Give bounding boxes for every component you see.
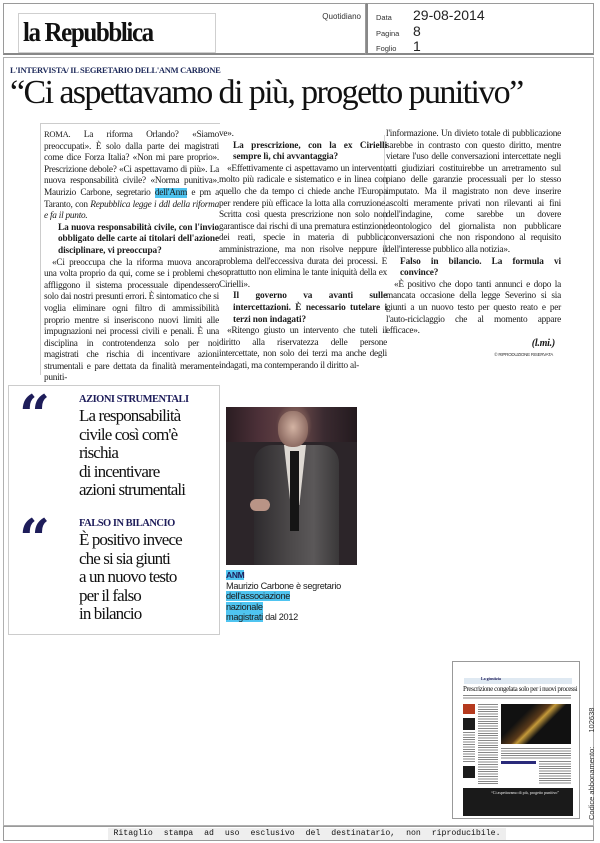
- interview-answer: l'informazione. Un divieto totale di pubblicazione sarebbe in contrasto con questo diritto, mentre vietare l'uso delle conversazioni intercettate negli atti giudiziari costituirebbe un arretramento sul piano delle garanzie processuali per lo stesso imputato. Ma il magistrato non deve inserire ascolti meramente privati non rilevanti ai fini dell'indagine, come sarebbe un dovere deontologico del giornalista non pubblicare conversazioni che non rispondono al requisito dell'interesse pubblico alla notizia».: [386, 129, 561, 255]
- photo-head: [278, 411, 308, 447]
- caption-tag: ANM: [226, 570, 245, 580]
- thumbnail-text: [478, 704, 498, 784]
- intro-text: e pm a Taranto, con: [44, 187, 219, 210]
- dateline: ROMA.: [44, 129, 71, 139]
- meta-label: Data: [376, 13, 392, 22]
- copyright-notice: © RIPRODUZIONE RISERVATA: [494, 352, 553, 358]
- quote-line: di incentivare: [79, 461, 160, 481]
- thumbnail-image: [501, 704, 571, 744]
- code-value: 102638: [587, 707, 596, 733]
- caption-text: dal 2012: [262, 612, 298, 622]
- thumbnail-page: [459, 668, 578, 816]
- thumbnail-image: [463, 718, 475, 730]
- interview-question: La prescrizione, con la ex Cirielli sempre lì, chi avvantaggia?: [233, 140, 387, 163]
- meta-sheet: [376, 38, 421, 56]
- article-headline: “Ci aspettavamo di più, progetto punitivo”: [10, 74, 523, 111]
- quote-mark-icon: “: [19, 507, 47, 571]
- quote-line: rischia: [79, 443, 119, 462]
- pull-quote-text: [79, 407, 239, 500]
- photo-tie: [290, 451, 299, 531]
- pull-quote-title: FALSO IN BILANCIO: [79, 518, 175, 529]
- thumbnail-text: [501, 748, 571, 760]
- article-column-2: [219, 129, 387, 372]
- photo-hand: [250, 499, 270, 511]
- footer-disclaimer: Ritaglio stampa ad uso esclusivo del destinatario, non riproducibile.: [108, 828, 506, 840]
- thumbnail-band: [501, 761, 536, 764]
- newspaper-logo: la Repubblica: [23, 18, 153, 48]
- interview-answer: ve».: [219, 129, 234, 139]
- quote-line: che si sia giunti: [79, 548, 170, 568]
- quote-line: civile così com'è: [79, 424, 178, 444]
- code-label: Codice abbonamento:: [587, 746, 596, 820]
- interview-question: Il governo va avanti sulle intercettazioni. È necessario tutelare i terzi non indagati?: [233, 291, 387, 325]
- thumbnail-text: [539, 761, 571, 785]
- highlight: dell'associazione: [226, 591, 291, 601]
- thumbnail-image: [463, 766, 475, 778]
- logo-frame: [18, 13, 216, 53]
- thumbnail-text: [463, 732, 475, 762]
- pull-quote-title: AZIONI STRUMENTALI: [79, 394, 189, 405]
- thumbnail-section: La giustizia: [481, 676, 501, 681]
- footer-bar: [3, 826, 594, 841]
- meta-value: 1: [413, 38, 421, 54]
- author-signature: (l.mi.): [531, 337, 555, 349]
- thumbnail-article-title: “Ci aspettavamo di più, progetto punitivo”: [491, 790, 560, 795]
- quote-line: È positivo invece: [79, 530, 182, 549]
- pull-quotes-box: [8, 385, 220, 635]
- publication-name: Repubblica: [90, 199, 131, 210]
- metadata-box: [366, 3, 594, 55]
- thumbnail-text: [463, 695, 571, 700]
- quote-line: azioni strumentali: [79, 480, 186, 499]
- highlight: magistrati: [226, 612, 263, 622]
- quote-line: La responsabilità: [79, 406, 181, 425]
- subscription-code: [587, 708, 596, 820]
- page-thumbnail[interactable]: [452, 661, 580, 819]
- article-column-1: [44, 129, 219, 385]
- thumbnail-article: [463, 788, 573, 816]
- thumbnail-headline: Prescrizione congelata solo per i nuovi processi: [463, 685, 578, 693]
- masthead-box: [3, 3, 366, 55]
- interview-question: Falso in bilancio. La formula vi convince?: [400, 256, 561, 279]
- article-kicker: L'INTERVISTA/ IL SEGRETARIO DELL'ANM CARBONE: [10, 65, 221, 75]
- interview-answer: «Effettivamente ci aspettavamo un intervento molto più radicale e sistematico e in linea con quello che da tempo ci chiede anche l'Europa per rendere più efficace la lotta alla corruzione. Scritta così questa prescrizione non solo non garantisce dai rischi di una prematura estinzione dei reati, specie in materia di pubblica amministrazione, ma non risolve neppure il problema dell'eccessiva durata dei processi. E soprattutto non elimina le tante iniquità della ex Cirielli».: [219, 163, 387, 290]
- quote-line: a un nuovo testo: [79, 567, 177, 586]
- quote-mark-icon: “: [19, 383, 47, 447]
- highlight: dell'Anm: [154, 187, 188, 198]
- meta-label: Foglio: [376, 44, 397, 53]
- interview-answer: «Ci preoccupa che la riforma muova ancora una volta proprio da qui, come se i problemi che affliggono il sistema processuale dipendessero solo dai nostri presunti errori. È sintomatico che si voglia eliminare ogni filtro di ammissibilità proprio mentre si inseriscono nuovi limiti alle impugnazioni nei processi civili e penali. È una disciplina in controtendenza solo per noi magistrati che rischia di incentivare azioni strumentali e pare dettata da finalità meramente puniti-: [44, 257, 219, 384]
- intro-text: La riforma Orlando? «Siamo preoccupati». È solo dalla parte dei magistrati come dice Forza Italia? «Non mi pare proprio». Prescrizione debole? «Ci aspettavamo di più». La nuova responsabilità civile? «Norma punitiva». Maurizio Carbone, segretario: [44, 130, 219, 198]
- meta-label: Pagina: [376, 29, 400, 38]
- photo-caption: [226, 570, 366, 623]
- highlight: nazionale: [226, 601, 263, 612]
- caption-text: Maurizio Carbone è segretario: [226, 580, 341, 591]
- pull-quote-text: [79, 531, 239, 624]
- interview-question: La nuova responsabilità civile, con l'invio obbligato delle carte ai titolari dell'azione disciplinare, vi preoccupa?: [58, 222, 219, 256]
- interview-answer: «È positivo che dopo tanti annunci e dopo la mancata occasione della legge Severino si sia giunti a un nuovo testo per questo reato e per l'auto-riciclaggio che al momento appare efficace».: [386, 279, 561, 337]
- article-column-3: [386, 129, 561, 361]
- interview-answer: «Ritengo giusto un intervento che tuteli il diritto alla riservatezza delle persone intercettate, non solo dei terzi ma anche degli indagati, ma contemperando il diritto al-: [219, 326, 387, 371]
- meta-value: 29-08-2014: [413, 7, 485, 23]
- portrait-photo: [226, 407, 357, 565]
- meta-value: 8: [413, 23, 421, 39]
- intro-paragraph: [44, 129, 219, 223]
- quote-line: in bilancio: [79, 604, 142, 623]
- thumbnail-image: [463, 704, 475, 714]
- intro-text: legge i ddl della riforma e fa il punto.: [44, 199, 220, 222]
- quote-line: per il falso: [79, 585, 141, 605]
- publication-type: Quotidiano: [322, 12, 361, 21]
